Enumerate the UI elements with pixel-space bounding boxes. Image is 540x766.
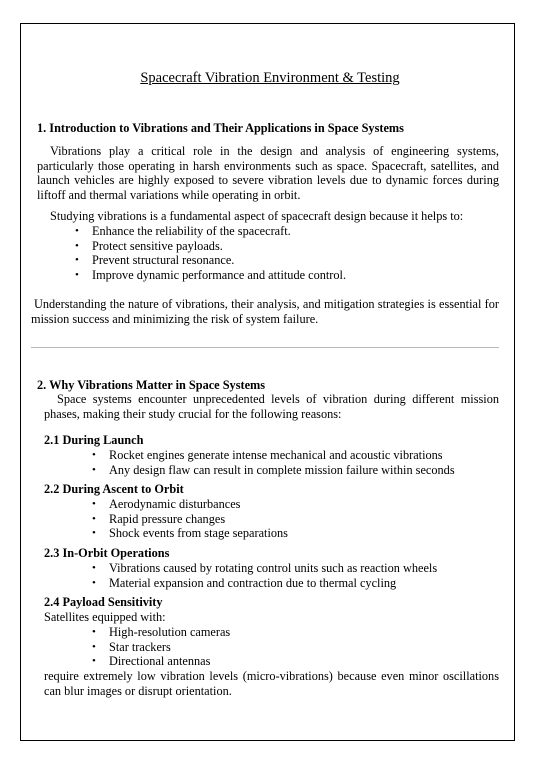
subsection-2-4-heading: 2.4 Payload Sensitivity [44, 595, 163, 609]
list-item: • Directional antennas [109, 654, 230, 669]
subsection-2-3-heading: 2.3 In-Orbit Operations [44, 546, 170, 560]
list-item: • Shock events from stage separations [109, 526, 288, 541]
list-item: • Material expansion and contraction due to thermal cycling [109, 576, 437, 591]
subsection-2-2-list [109, 497, 288, 541]
section-1-heading: 1. Introduction to Vibrations and Their Applications in Space Systems [37, 121, 404, 135]
subsection-2-4-closing: require extremely low vibration levels (micro-vibrations) because even minor oscillations can blur images or disrupt orientation. [44, 669, 499, 698]
list-item: • Rocket engines generate intense mechanical and acoustic vibrations [109, 448, 455, 463]
subsection-2-3-list [109, 561, 437, 590]
section-1-paragraph: Vibrations play a critical role in the design and analysis of engineering systems, particularly those operating in harsh environments such as space. Spacecraft, satellites, and launch vehicles are highly exposed to severe vibration levels due to dynamic forces during liftoff and thermal variations while operating in orbit. [37, 144, 499, 202]
list-item: • Prevent structural resonance. [92, 253, 346, 268]
section-1-intro: Studying vibrations is a fundamental aspect of spacecraft design because it helps to: [50, 209, 464, 223]
list-item: • Aerodynamic disturbances [109, 497, 288, 512]
section-2-heading: 2. Why Vibrations Matter in Space Systems [37, 378, 266, 392]
subsection-2-1-list [109, 448, 455, 477]
list-item: • Protect sensitive payloads. [92, 239, 346, 254]
list-item: • Vibrations caused by rotating control units such as reaction wheels [109, 561, 437, 576]
section-1-bullet-list [92, 224, 346, 282]
subsection-2-4-lead: Satellites equipped with: [44, 610, 166, 624]
document-title: Spacecraft Vibration Environment & Testing [140, 70, 400, 86]
list-item: • Any design flaw can result in complete mission failure within seconds [109, 463, 455, 478]
subsection-2-4-list [109, 625, 230, 669]
list-item: • Star trackers [109, 640, 230, 655]
list-item: • Improve dynamic performance and attitude control. [92, 268, 346, 283]
list-item: • Enhance the reliability of the spacecraft. [92, 224, 346, 239]
list-item: • Rapid pressure changes [109, 512, 288, 527]
subsection-2-2-heading: 2.2 During Ascent to Orbit [44, 482, 184, 496]
list-item: • High-resolution cameras [109, 625, 230, 640]
section-2-paragraph: Space systems encounter unprecedented levels of vibration during different mission phases, making their study crucial for the following reasons: [44, 392, 499, 421]
section-1-closing: Understanding the nature of vibrations, their analysis, and mitigation strategies is essential for mission success and minimizing the risk of system failure. [31, 297, 499, 326]
subsection-2-1-heading: 2.1 During Launch [44, 433, 144, 447]
section-divider [31, 347, 499, 348]
